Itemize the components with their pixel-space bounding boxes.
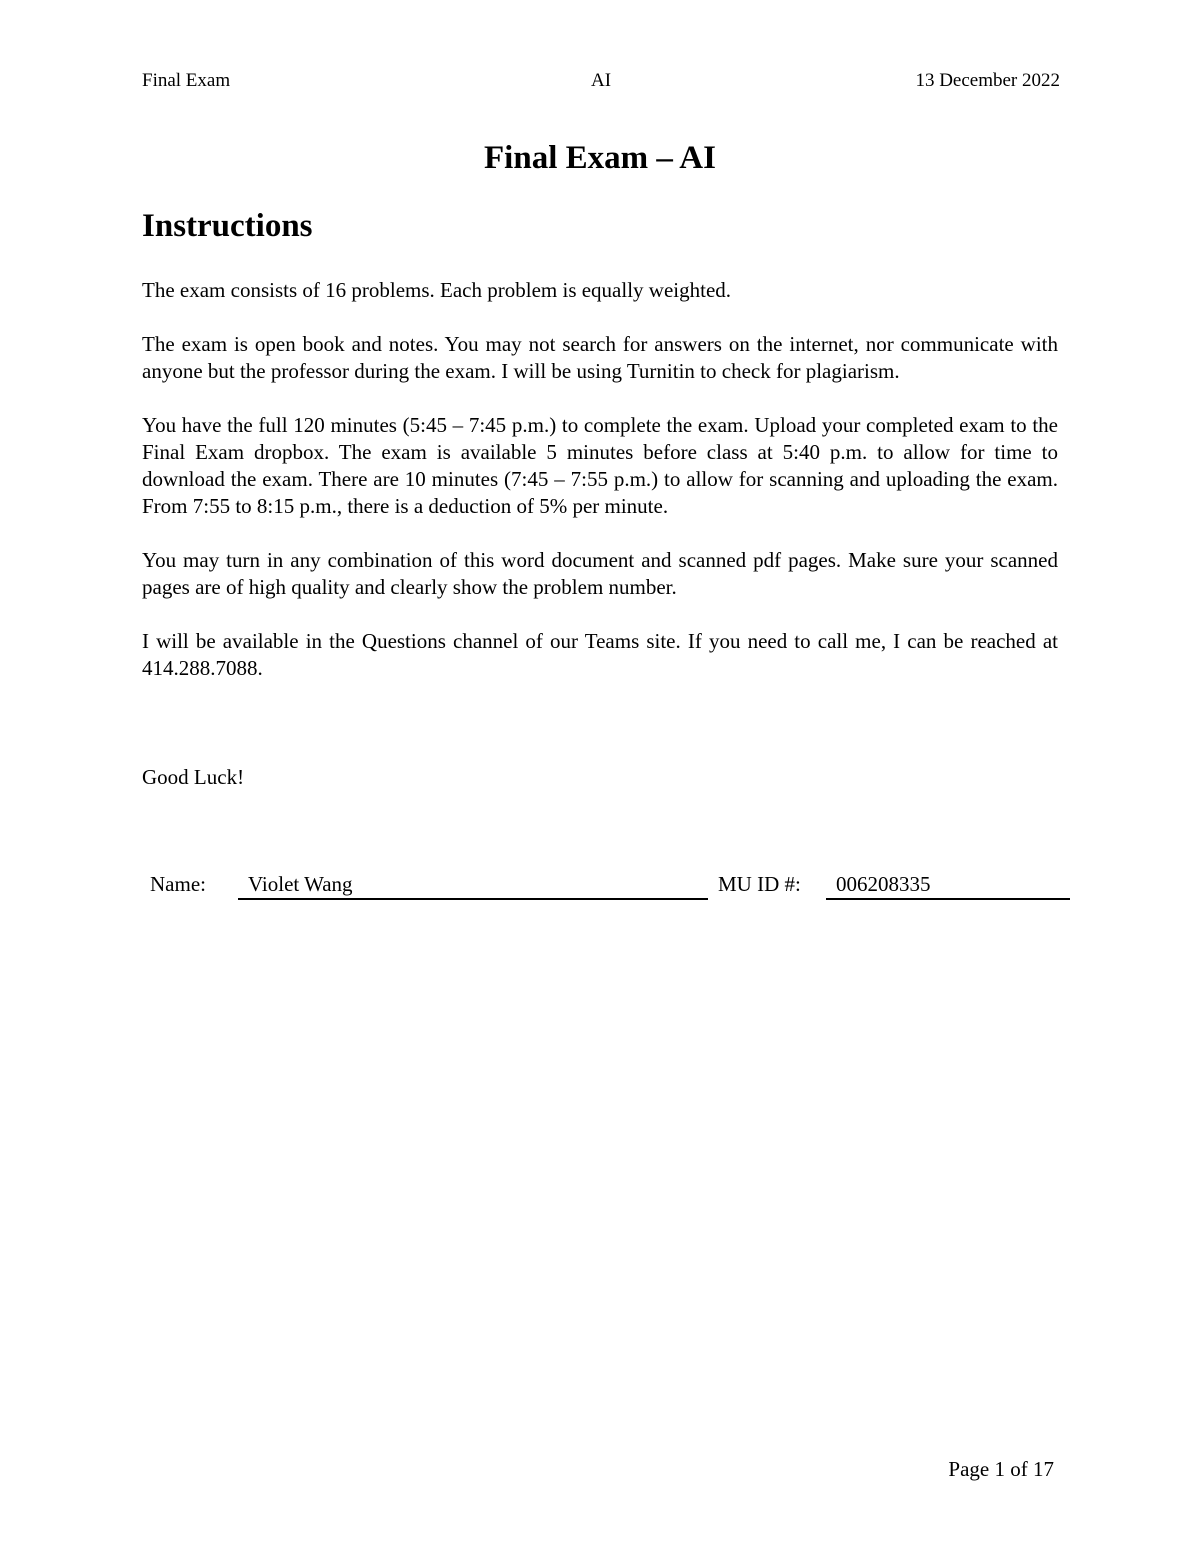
header-date: 13 December 2022 (915, 70, 1060, 91)
instruction-paragraph: You may turn in any combination of this word document and scanned pdf pages. Make sure your scanned pages are of high quality and clearly show the problem number. (142, 548, 1058, 599)
page-header (142, 70, 1060, 96)
closing-text: Good Luck! (142, 765, 245, 789)
header-subject: AI (590, 70, 612, 91)
document-title: Final Exam – AI (484, 140, 716, 176)
instruction-paragraph: The exam consists of 16 problems. Each problem is equally weighted. (142, 278, 732, 302)
instruction-paragraph: The exam is open book and notes. You may not search for answers on the internet, nor communicate with anyone but the professor during the exam. I will be using Turnitin to check for plagiarism. (142, 332, 1058, 383)
name-label: Name: (150, 872, 206, 896)
instruction-paragraph: You have the full 120 minutes (5:45 – 7:45 p.m.) to complete the exam. Upload your completed exam to the Final Exam dropbox. The exam is available 5 minutes before class at 5:40 p.m. to allow for time to download the exam. There are 10 minutes (7:45 – 7:55 p.m.) to allow for scanning and uploading the exam. From 7:55 to 8:15 p.m., there is a deduction of 5% per minute. (142, 413, 1058, 518)
id-label: MU ID #: (718, 872, 801, 896)
instruction-paragraph: I will be available in the Questions channel of our Teams site. If you need to call me, I can be reached at 414.288.7088. (142, 629, 1058, 680)
header-course-label: Final Exam (142, 70, 231, 91)
signature-row (150, 872, 1072, 904)
name-field[interactable]: Violet Wang (238, 872, 708, 900)
id-field[interactable]: 006208335 (826, 872, 1070, 900)
page-number: Page 1 of 17 (948, 1457, 1054, 1481)
section-heading-instructions: Instructions (142, 208, 313, 244)
instructions-body (142, 277, 1058, 709)
